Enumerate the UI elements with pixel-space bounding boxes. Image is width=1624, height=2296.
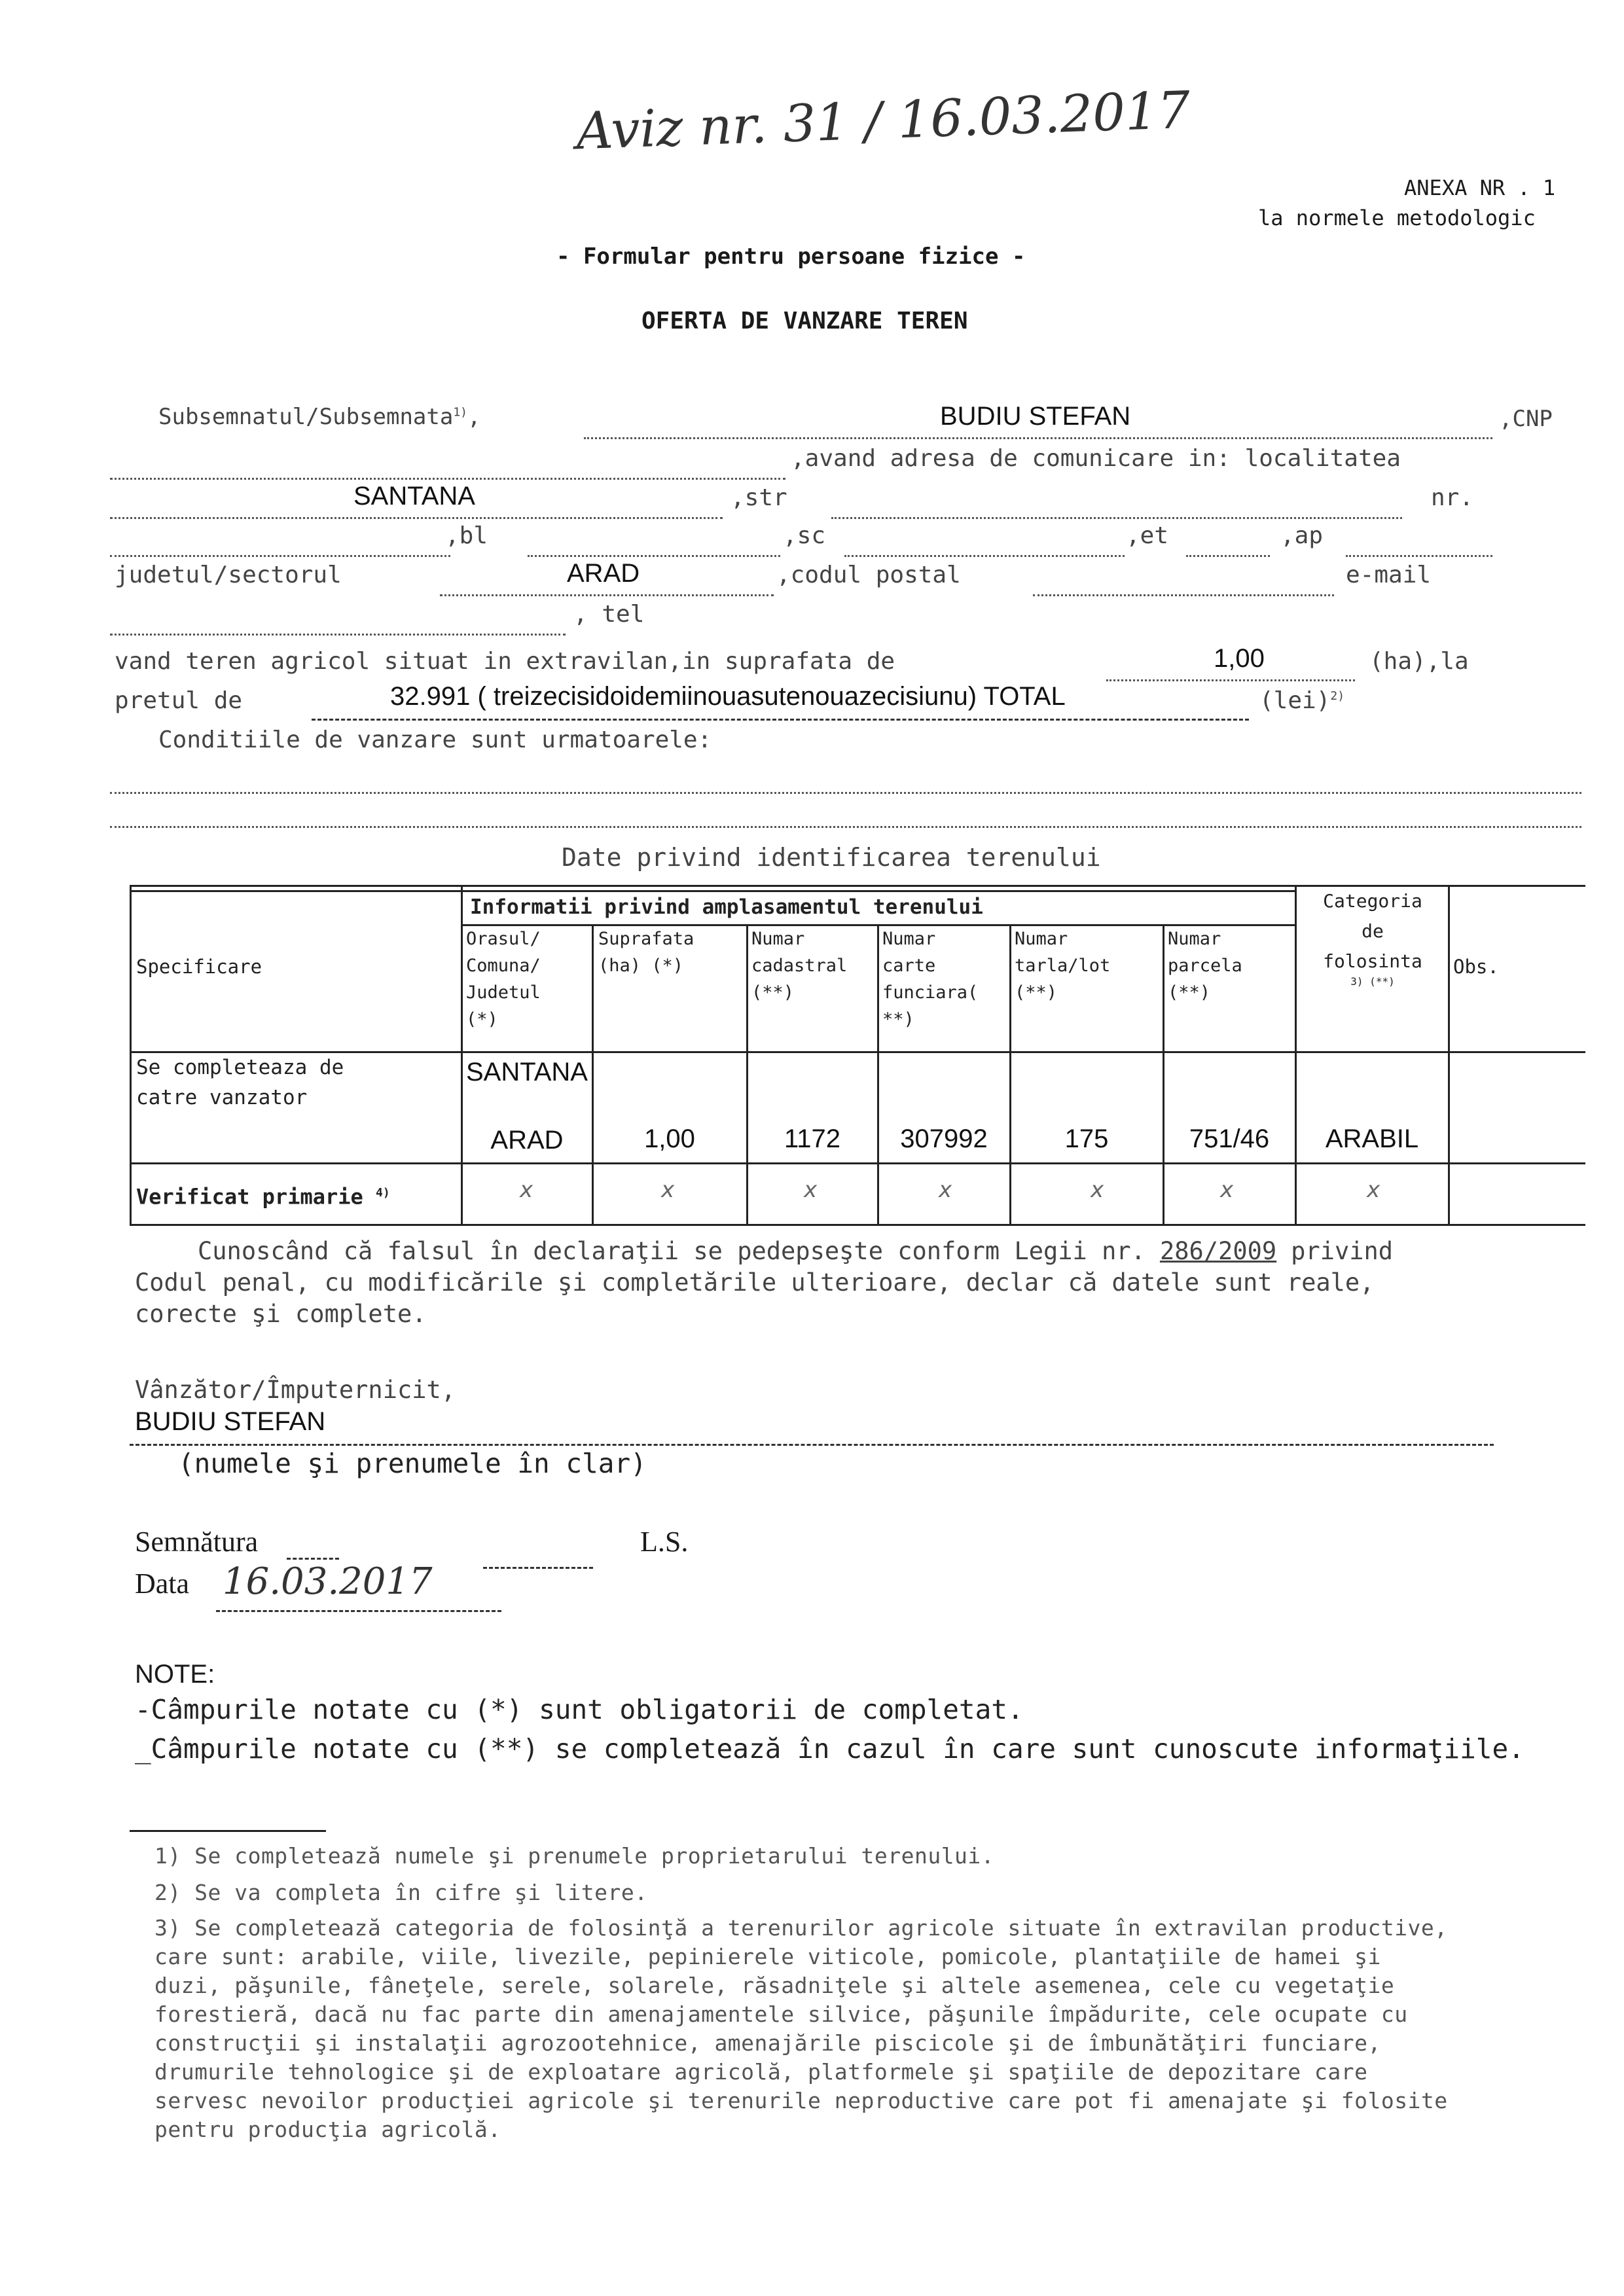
price-unit-text: (lei) bbox=[1259, 687, 1331, 714]
date-label: Data bbox=[135, 1568, 190, 1600]
col-obs-header: Obs. bbox=[1453, 956, 1499, 978]
sale-area-line bbox=[1106, 679, 1355, 681]
col-locality-header bbox=[466, 925, 541, 1033]
seller-area: 1,00 bbox=[644, 1124, 695, 1153]
col-area-line: (ha) (*) bbox=[598, 956, 684, 976]
number-label: nr. bbox=[1431, 484, 1474, 511]
col-locality-line: (*) bbox=[466, 1009, 498, 1030]
footnote-1: 1) Se completează numele şi prenumele proprietarului terenului. bbox=[154, 1843, 995, 1869]
footnote-3-line: servesc nevoilor producţiei agricole şi terenurile neproductive care pot fi amenajate şi folosite bbox=[154, 2088, 1448, 2113]
date-handwritten: 16.03.2017 bbox=[223, 1560, 433, 1603]
seller-parcel: 751/46 bbox=[1189, 1124, 1270, 1153]
law-number: 286/2009 bbox=[1159, 1237, 1277, 1265]
col-landbook-header bbox=[882, 925, 978, 1033]
number-line bbox=[110, 555, 450, 557]
row-check-label-text: Verificat primarie bbox=[136, 1184, 363, 1210]
seller-cadastral: 1172 bbox=[784, 1124, 840, 1153]
owner-name: BUDIU STEFAN bbox=[940, 402, 1131, 431]
notes-line-2: _Câmpurile notate cu (**) se completează în cazul în care sunt cunoscute informaţiile. bbox=[135, 1733, 1525, 1765]
declaration-line-1 bbox=[198, 1237, 1393, 1265]
table-border-left bbox=[130, 885, 132, 1225]
col-category-line: de bbox=[1362, 920, 1384, 942]
conditions-line-1 bbox=[110, 792, 1581, 794]
col-area-line: Suprafata bbox=[598, 929, 695, 949]
footnote-3-line: 3) Se completează categoria de folosinţă a terenurilor agricole situate în extravilan productive, bbox=[154, 1915, 1448, 1941]
col-divider-spec bbox=[461, 885, 463, 1225]
footnote-2: 2) Se va completa în cifre şi litere. bbox=[154, 1880, 648, 1905]
col-landbook-line: **) bbox=[882, 1009, 914, 1030]
sale-area-text: vand teren agricol situat in extravilan,in suprafata de bbox=[115, 648, 895, 675]
col-category-header bbox=[1297, 886, 1448, 987]
seller-block-hint: (numele şi prenumele în clar) bbox=[178, 1448, 647, 1479]
col-locality-line: Orasul/ bbox=[466, 929, 541, 949]
seller-block-name: BUDIU STEFAN bbox=[135, 1407, 326, 1436]
postal-code-line bbox=[1033, 594, 1334, 596]
header-bottom-line bbox=[130, 1051, 1585, 1053]
email-line bbox=[110, 634, 566, 636]
col-divider-tarla bbox=[1009, 924, 1011, 1225]
price-line bbox=[312, 719, 1249, 721]
block-label: ,bl bbox=[445, 522, 488, 549]
col-landbook-line: carte bbox=[882, 956, 936, 976]
apartment-label: ,ap bbox=[1280, 522, 1324, 549]
signature-line-2 bbox=[483, 1567, 593, 1569]
signature-label: Semnătura bbox=[135, 1526, 259, 1558]
seller-category: ARABIL bbox=[1325, 1124, 1419, 1153]
staircase-label: ,sc bbox=[783, 522, 826, 549]
seller-county: ARAD bbox=[490, 1126, 564, 1155]
check-mark-category: x bbox=[1367, 1177, 1380, 1203]
col-tarla-line: (**) bbox=[1015, 982, 1058, 1003]
col-parcel-line: parcela bbox=[1168, 956, 1242, 976]
owner-label: Subsemnatul/Subsemnata$^{1)}$, bbox=[158, 404, 481, 430]
col-cadastral-line: Numar bbox=[751, 929, 805, 949]
footnote-separator bbox=[130, 1830, 326, 1832]
spec-header: Specificare bbox=[136, 956, 262, 978]
row-seller-label bbox=[136, 1052, 344, 1113]
conditions-line-2 bbox=[110, 826, 1581, 828]
declaration-text-start: Cunoscând că falsul în declaraţii se pedepseşte conform Legii nr. bbox=[198, 1237, 1146, 1265]
locality-value: SANTANA bbox=[353, 482, 475, 511]
sale-area-unit: (ha),la bbox=[1369, 648, 1469, 675]
col-tarla-line: Numar bbox=[1015, 929, 1068, 949]
row-seller-label-line: catre vanzator bbox=[136, 1086, 308, 1109]
document-title: OFERTA DE VANZARE TEREN bbox=[641, 308, 968, 334]
handwritten-approval-note: Aviz nr. 31 / 16.03.2017 bbox=[575, 81, 1191, 162]
block-line bbox=[528, 555, 780, 557]
group-header: Informatii privind amplasamentul terenului bbox=[470, 895, 983, 919]
land-identification-table bbox=[130, 885, 1585, 1225]
row-check-footnote-ref: 4) bbox=[376, 1186, 390, 1200]
col-divider-obs bbox=[1448, 885, 1450, 1225]
annex-number: ANEXA NR . 1 bbox=[1404, 175, 1556, 200]
col-divider-parcel bbox=[1163, 924, 1164, 1225]
sale-conditions-label: Conditiile de vanzare sunt urmatoarele: bbox=[158, 726, 712, 753]
row-seller-label-line: Se completeaza de bbox=[136, 1056, 344, 1079]
col-tarla-header bbox=[1015, 925, 1110, 1006]
floor-line bbox=[1186, 555, 1270, 557]
footnote-3-line: care sunt: arabile, viile, livezile, pepinierele viticole, pomicole, plantaţiile de hamei şi bbox=[154, 1944, 1381, 1969]
notes-title: NOTE: bbox=[135, 1660, 215, 1689]
col-parcel-header bbox=[1168, 925, 1242, 1006]
col-locality-line: Comuna/ bbox=[466, 956, 541, 976]
seller-name-line bbox=[130, 1444, 1494, 1446]
locality-line bbox=[110, 517, 723, 519]
address-intro: ,avand adresa de comunicare in: localitatea bbox=[791, 445, 1401, 472]
declaration-line-3: corecte şi complete. bbox=[135, 1300, 427, 1328]
table-border-bottom bbox=[130, 1224, 1585, 1226]
annex-reference: la normele metodologic bbox=[1258, 206, 1536, 230]
county-label: judetul/sectorul bbox=[115, 562, 342, 588]
col-category-line: Categoria bbox=[1323, 890, 1422, 912]
sale-area-value: 1,00 bbox=[1214, 644, 1265, 673]
col-locality-line: Judetul bbox=[466, 982, 541, 1003]
staircase-line bbox=[844, 555, 1125, 557]
signature-line-1 bbox=[287, 1558, 339, 1560]
seller-landbook: 307992 bbox=[900, 1124, 988, 1153]
owner-label-text: Subsemnatul/Subsemnata bbox=[158, 404, 454, 430]
declaration-line-2: Codul penal, cu modificările şi completările ulterioare, declar că datele sunt reale, bbox=[135, 1268, 1375, 1297]
col-divider-area bbox=[592, 924, 594, 1225]
col-cadastral-line: (**) bbox=[751, 982, 795, 1003]
seller-locality: SANTANA bbox=[466, 1058, 588, 1086]
price-unit bbox=[1259, 687, 1344, 714]
col-cadastral-header bbox=[751, 925, 847, 1006]
cnp-line bbox=[110, 478, 785, 480]
col-landbook-line: Numar bbox=[882, 929, 936, 949]
owner-name-line bbox=[584, 437, 1492, 439]
check-mark-parcel: x bbox=[1220, 1177, 1234, 1203]
price-footnote-ref: 2) bbox=[1330, 689, 1345, 703]
col-parcel-line: (**) bbox=[1168, 982, 1211, 1003]
cnp-label: ,CNP bbox=[1499, 406, 1553, 432]
postal-code-label: ,codul postal bbox=[776, 562, 961, 588]
seller-tarla: 175 bbox=[1064, 1124, 1109, 1153]
email-label: e-mail bbox=[1346, 562, 1432, 588]
footnote-3-line: forestieră, dacă nu fac parte din amenajamentele silvice, păşunile împădurite, cele ocupate cu bbox=[154, 2001, 1408, 2027]
seller-row-bottom-line bbox=[130, 1162, 1585, 1164]
col-landbook-line: funciara( bbox=[882, 982, 979, 1003]
col-tarla-line: tarla/lot bbox=[1015, 956, 1111, 976]
check-mark-tarla: x bbox=[1091, 1177, 1104, 1203]
col-divider-category bbox=[1295, 885, 1297, 1225]
row-check-label bbox=[136, 1179, 390, 1211]
price-value: 32.991 ( treizecisidoidemiinouasutenouazecisiunu) TOTAL bbox=[390, 682, 1066, 711]
apartment-line bbox=[1346, 555, 1492, 557]
col-divider-cadastral bbox=[746, 924, 748, 1225]
declaration-text-end: privind bbox=[1291, 1237, 1394, 1265]
form-type: - Formular pentru persoane fizice - bbox=[556, 243, 1026, 270]
phone-label: , tel bbox=[573, 601, 645, 628]
col-divider-landbook bbox=[877, 924, 879, 1225]
owner-footnote-ref: 1) bbox=[453, 405, 468, 420]
street-label: ,str bbox=[731, 484, 787, 511]
floor-label: ,et bbox=[1126, 522, 1169, 549]
check-mark-area: x bbox=[661, 1177, 675, 1203]
county-value: ARAD bbox=[567, 559, 640, 588]
col-cadastral-line: cadastral bbox=[751, 956, 848, 976]
table-caption: Date privind identificarea terenului bbox=[562, 843, 1101, 872]
notes-line-1: -Câmpurile notate cu (*) sunt obligatorii de completat. bbox=[135, 1694, 1024, 1725]
check-mark-cadastral: x bbox=[804, 1177, 818, 1203]
check-mark-locality: x bbox=[520, 1177, 533, 1203]
footnote-3-line: construcţii şi instalaţii agrozootehnice, amenajările piscicole şi de îmbunătăţiri funciare, bbox=[154, 2030, 1381, 2056]
price-label: pretul de bbox=[115, 687, 243, 714]
table-border-top-inner bbox=[130, 890, 1295, 892]
col-category-footnote: 3) (**) bbox=[1350, 975, 1395, 988]
footnote-3-line: duzi, păşunile, fâneţele, serele, solarele, răsadniţele şi altele asemenea, cele cu vegetaţie bbox=[154, 1973, 1395, 1998]
col-parcel-line: Numar bbox=[1168, 929, 1221, 949]
footnote-3-line: drumurile tehnologice şi de exploatare agricolă, platformele şi spaţiile de depozitare care bbox=[154, 2059, 1368, 2085]
street-line bbox=[831, 517, 1402, 519]
col-area-header bbox=[598, 925, 694, 979]
footnote-3-line: pentru producţia agricolă. bbox=[154, 2117, 501, 2142]
check-mark-landbook: x bbox=[939, 1177, 952, 1203]
col-category-line: folosinta bbox=[1323, 950, 1422, 972]
seller-block-label: Vânzător/Împuternicit, bbox=[135, 1376, 456, 1404]
date-line bbox=[216, 1610, 501, 1612]
county-line bbox=[440, 594, 774, 596]
stamp-label: L.S. bbox=[640, 1526, 689, 1558]
